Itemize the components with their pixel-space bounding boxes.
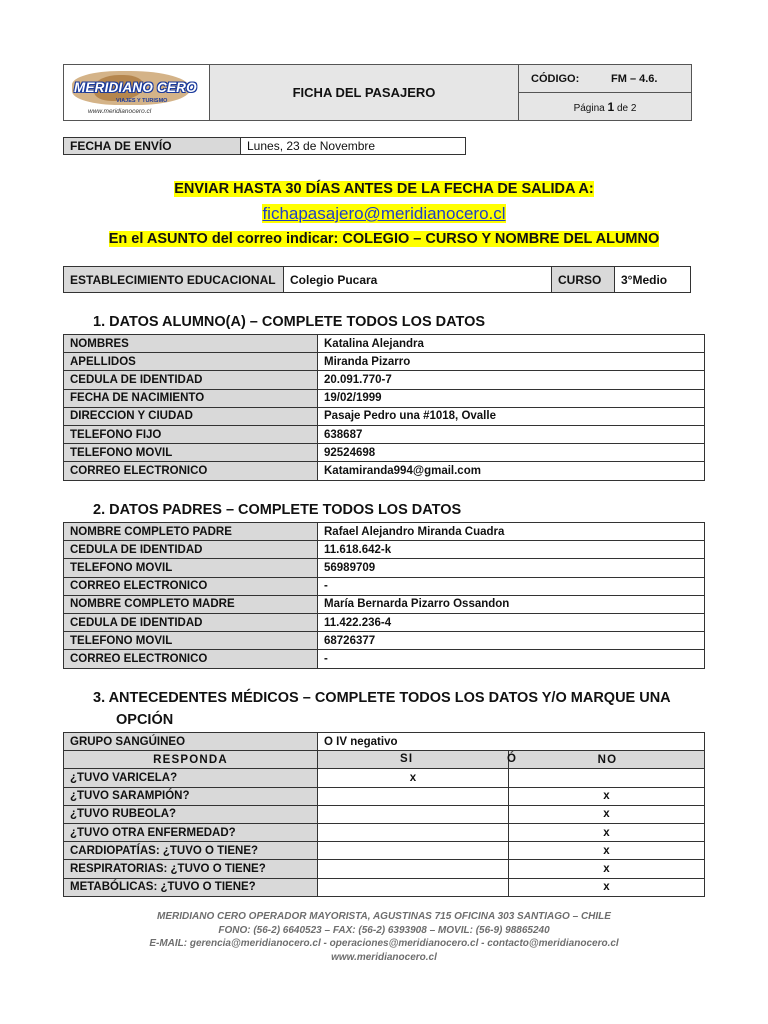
field-value[interactable]: Katalina Alejandra — [318, 335, 705, 353]
question-label: ¿TUVO RUBEOLA? — [64, 805, 318, 823]
table-header-row — [64, 751, 705, 769]
footer-phones: FONO: (56-2) 6640523 – FAX: (56-2) 6393908 – MOVIL: (56-9) 98865240 — [218, 924, 550, 936]
field-value[interactable]: 11.422.236-4 — [318, 613, 705, 631]
table-row — [64, 595, 705, 613]
field-label: CORREO ELECTRONICO — [64, 650, 318, 668]
table-row — [64, 787, 705, 805]
code-cell — [519, 65, 692, 93]
table-row — [64, 805, 705, 823]
course-label: CURSO — [552, 267, 615, 293]
table-row — [64, 632, 705, 650]
table-row — [64, 842, 705, 860]
question-label: METABÓLICAS: ¿TUVO O TIENE? — [64, 878, 318, 896]
page-indicator: Página 1 de 2 — [519, 93, 692, 121]
logo-cell — [64, 65, 210, 121]
table-row — [64, 769, 705, 787]
table-row — [64, 425, 705, 443]
field-label: CORREO ELECTRONICO — [64, 577, 318, 595]
answer-no-cell[interactable] — [509, 769, 705, 787]
code-label: CÓDIGO: — [531, 72, 580, 85]
field-value[interactable]: 19/02/1999 — [318, 389, 705, 407]
field-value[interactable]: 638687 — [318, 425, 705, 443]
field-value[interactable]: - — [318, 577, 705, 595]
document-header — [63, 64, 692, 121]
field-label: FECHA DE NACIMIENTO — [64, 389, 318, 407]
logo-tagline: VIAJES Y TURISMO — [116, 97, 168, 104]
field-value[interactable]: 20.091.770-7 — [318, 371, 705, 389]
table-row — [64, 733, 705, 751]
field-value[interactable]: 11.618.642-k — [318, 541, 705, 559]
answer-no-cell[interactable]: x — [509, 860, 705, 878]
parents-data-table — [63, 522, 705, 669]
subject-instruction: En el ASUNTO del correo indicar: COLEGIO – CURSO Y NOMBRE DEL ALUMNO — [108, 231, 660, 247]
blood-type-value[interactable]: O IV negativo — [318, 733, 705, 751]
deadline-notice: ENVIAR HASTA 30 DÍAS ANTES DE LA FECHA DE SALIDA A: — [174, 181, 594, 197]
field-label: NOMBRES — [64, 335, 318, 353]
footer — [0, 910, 768, 964]
table-row — [64, 878, 705, 896]
question-label: ¿TUVO VARICELA? — [64, 769, 318, 787]
course-value[interactable]: 3°Medio — [615, 267, 691, 293]
question-label: CARDIOPATÍAS: ¿TUVO O TIENE? — [64, 842, 318, 860]
header-si: SI Ó — [318, 751, 509, 769]
logo-web: www.meridianocero.cl — [88, 107, 152, 115]
table-row — [64, 613, 705, 631]
medical-data-table — [63, 732, 705, 897]
code-value: FM – 4.6. — [611, 72, 658, 85]
send-date-table — [63, 137, 466, 155]
header-no: NO — [509, 751, 705, 769]
table-row — [64, 860, 705, 878]
table-row — [64, 335, 705, 353]
send-date-value[interactable]: Lunes, 23 de Novembre — [241, 138, 466, 155]
answer-si-cell[interactable] — [318, 860, 509, 878]
logo-brand: MERIDIANO CERO — [74, 79, 197, 95]
company-logo — [64, 67, 204, 119]
table-row — [64, 389, 705, 407]
field-value[interactable]: Pasaje Pedro una #1018, Ovalle — [318, 407, 705, 425]
blood-type-label: GRUPO SANGÚINEO — [64, 733, 318, 751]
table-row — [64, 462, 705, 480]
answer-si-cell[interactable] — [318, 823, 509, 841]
answer-si-cell[interactable] — [318, 842, 509, 860]
table-row — [64, 577, 705, 595]
section-medical-title-cont: OPCIÓN — [116, 712, 174, 728]
table-row — [64, 559, 705, 577]
field-label: TELEFONO FIJO — [64, 425, 318, 443]
answer-no-cell[interactable]: x — [509, 878, 705, 896]
field-value[interactable]: 68726377 — [318, 632, 705, 650]
section-medical-title: 3. ANTECEDENTES MÉDICOS – COMPLETE TODOS LOS DATOS Y/O MARQUE UNA — [93, 690, 671, 706]
section-student-title: 1. DATOS ALUMNO(A) – COMPLETE TODOS LOS DATOS — [93, 314, 486, 330]
field-value[interactable]: Rafael Alejandro Miranda Cuadra — [318, 523, 705, 541]
answer-no-cell[interactable]: x — [509, 842, 705, 860]
student-data-table — [63, 334, 705, 481]
field-value[interactable]: Katamiranda994@gmail.com — [318, 462, 705, 480]
field-label: DIRECCION Y CIUDAD — [64, 407, 318, 425]
section-parents-title: 2. DATOS PADRES – COMPLETE TODOS LOS DATOS — [93, 502, 462, 518]
answer-no-cell[interactable]: x — [509, 787, 705, 805]
table-row — [64, 650, 705, 668]
school-value[interactable]: Colegio Pucara — [284, 267, 552, 293]
field-value[interactable]: - — [318, 650, 705, 668]
field-label: CORREO ELECTRONICO — [64, 462, 318, 480]
table-row — [64, 407, 705, 425]
question-label: RESPIRATORIAS: ¿TUVO O TIENE? — [64, 860, 318, 878]
field-label: CEDULA DE IDENTIDAD — [64, 371, 318, 389]
footer-address: MERIDIANO CERO OPERADOR MAYORISTA, AGUSTINAS 715 OFICINA 303 SANTIAGO – CHILE — [157, 911, 611, 922]
field-value[interactable]: María Bernarda Pizarro Ossandon — [318, 595, 705, 613]
document-title: FICHA DEL PASAJERO — [210, 65, 519, 121]
field-label: TELEFONO MOVIL — [64, 632, 318, 650]
question-label: ¿TUVO SARAMPIÓN? — [64, 787, 318, 805]
field-label: NOMBRE COMPLETO PADRE — [64, 523, 318, 541]
table-row — [64, 823, 705, 841]
answer-no-cell[interactable]: x — [509, 823, 705, 841]
school-table — [63, 266, 691, 293]
answer-si-cell[interactable] — [318, 805, 509, 823]
question-label: ¿TUVO OTRA ENFERMEDAD? — [64, 823, 318, 841]
field-label: CEDULA DE IDENTIDAD — [64, 541, 318, 559]
field-label: TELEFONO MOVIL — [64, 444, 318, 462]
field-value[interactable]: 56989709 — [318, 559, 705, 577]
table-row — [64, 353, 705, 371]
answer-si-cell[interactable]: x — [318, 769, 509, 787]
field-label: NOMBRE COMPLETO MADRE — [64, 595, 318, 613]
field-value[interactable]: 92524698 — [318, 444, 705, 462]
submission-email-link[interactable]: fichapasajero@meridianocero.cl — [262, 204, 506, 223]
table-row — [64, 541, 705, 559]
answer-si-cell[interactable] — [318, 787, 509, 805]
header-respond: RESPONDA — [64, 751, 318, 769]
answer-no-cell[interactable]: x — [509, 805, 705, 823]
field-label: CEDULA DE IDENTIDAD — [64, 613, 318, 631]
header-o: Ó — [507, 753, 518, 766]
footer-emails: E-MAIL: gerencia@meridianocero.cl - operaciones@meridianocero.cl - contacto@meridianocero.cl — [149, 938, 619, 949]
school-label: ESTABLECIMIENTO EDUCACIONAL — [64, 267, 284, 293]
field-value[interactable]: Miranda Pizarro — [318, 353, 705, 371]
table-row — [64, 444, 705, 462]
field-label: APELLIDOS — [64, 353, 318, 371]
footer-website: www.meridianocero.cl — [331, 951, 437, 963]
send-date-label: FECHA DE ENVÍO — [64, 138, 241, 155]
table-row — [64, 523, 705, 541]
table-row — [64, 371, 705, 389]
answer-si-cell[interactable] — [318, 878, 509, 896]
field-label: TELEFONO MOVIL — [64, 559, 318, 577]
